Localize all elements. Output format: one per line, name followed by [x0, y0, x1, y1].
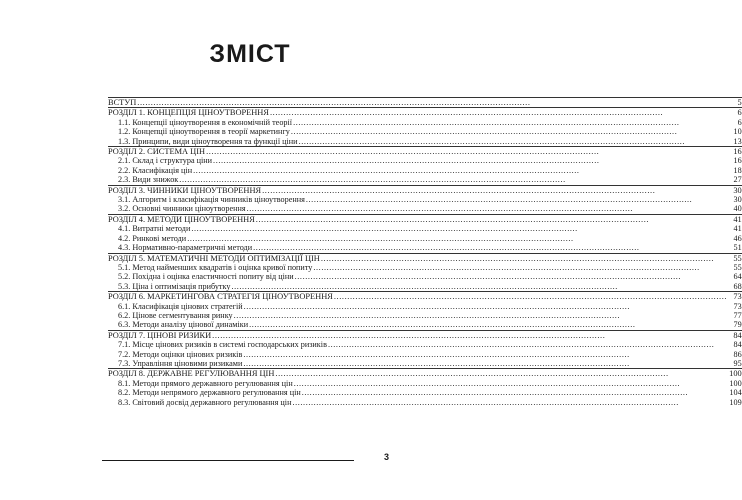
toc-entry	[108, 388, 728, 397]
toc-entry	[108, 156, 728, 165]
toc-entry	[108, 224, 728, 233]
toc-entry-line	[108, 254, 728, 263]
toc-entry-title: 6.2. Цінове сегментування ринку	[118, 310, 233, 320]
toc-entry-line	[108, 369, 728, 378]
toc-page-number: 41	[733, 224, 742, 234]
toc-entry-line	[108, 320, 728, 329]
toc-section-row	[108, 156, 742, 165]
toc-page-number: 73	[728, 292, 742, 302]
toc-section-row	[108, 350, 742, 359]
toc-entry	[108, 320, 728, 330]
toc-section-row	[108, 175, 742, 185]
toc-entry	[108, 234, 728, 243]
toc-entry-line	[108, 263, 728, 272]
dot-leader	[253, 243, 727, 252]
toc-entry	[108, 379, 728, 388]
toc-page-number: 100	[729, 378, 742, 388]
toc-page-number: 27	[733, 175, 742, 185]
dot-leader	[262, 186, 727, 195]
toc-entry	[108, 263, 728, 272]
toc-entry-title: 8.2. Методи непрямого державного регулювання цін	[118, 388, 301, 398]
toc-section-row	[108, 195, 742, 204]
dot-leader	[270, 108, 727, 117]
dot-leader	[243, 359, 727, 368]
toc-entry-title: 4.2. Ринкові методи	[118, 233, 187, 243]
dot-leader	[291, 127, 727, 136]
toc-entry-title: РОЗДІЛ 2. СИСТЕМА ЦІН	[108, 147, 206, 157]
toc-entry-title: РОЗДІЛ 4. МЕТОДИ ЦІНОУТВОРЕННЯ	[108, 214, 255, 224]
toc-entry	[108, 359, 728, 369]
toc-section-row	[108, 379, 742, 388]
toc-chapter-row	[108, 108, 742, 118]
toc-entry-line	[108, 127, 728, 136]
toc-entry	[108, 118, 728, 127]
toc-chapter-row	[108, 330, 742, 340]
dot-leader	[191, 224, 727, 233]
toc-entry	[108, 311, 728, 320]
toc-section-row	[108, 263, 742, 272]
toc-section-row	[108, 282, 742, 292]
dot-leader	[243, 350, 727, 359]
toc-entry-title: РОЗДІЛ 3. ЧИННИКИ ЦІНОУТВОРЕННЯ	[108, 185, 262, 195]
toc-entry-line	[108, 379, 728, 388]
dot-leader	[231, 282, 727, 291]
toc-entry-line	[108, 195, 728, 204]
toc-entry-title: 4.3. Нормативно-параметричні методи	[118, 243, 253, 253]
toc-entry-line	[108, 302, 728, 311]
toc-entry-title: 7.2. Методи оцінки цінових ризиків	[118, 349, 243, 359]
toc-chapter-row	[108, 253, 742, 263]
toc-entry-line	[108, 137, 728, 146]
toc-page-number: 77	[733, 310, 742, 320]
toc-entry	[108, 292, 728, 302]
toc-page-number: 73	[733, 301, 742, 311]
toc-entry-title: 3.2. Основні чинники ціноутворення	[118, 204, 246, 214]
toc-page-number: 46	[733, 233, 742, 243]
toc-section-row	[108, 272, 742, 281]
toc-page-number: 84	[733, 340, 742, 350]
dot-leader	[313, 263, 727, 272]
dot-leader	[187, 234, 727, 243]
toc-entry-title: 1.2. Концепції ціноутворення в теорії маркетингу	[118, 127, 290, 137]
page-title: ЗМІСТ	[209, 40, 291, 68]
dot-leader	[293, 118, 727, 127]
toc-page-number: 86	[733, 349, 742, 359]
toc-entry-line	[108, 292, 728, 301]
toc-page-number: 79	[733, 320, 742, 330]
toc-entry	[108, 147, 728, 157]
toc-section-row	[108, 137, 742, 147]
toc-entry	[108, 253, 728, 263]
dot-leader	[137, 98, 727, 107]
dot-leader	[212, 331, 727, 340]
toc-entry-title: 1.3. Принципи, види ціноутворення та функції ціни	[118, 136, 298, 146]
dot-leader	[249, 320, 727, 329]
toc-entry	[108, 243, 728, 253]
toc-entry-title: 5.2. Похідна і оцінка еластичності попиту від ціни	[118, 272, 294, 282]
toc-entry-title: РОЗДІЛ 7. ЦІНОВІ РИЗИКИ	[108, 330, 212, 340]
toc-page-number: 51	[733, 243, 742, 253]
dot-leader	[275, 369, 727, 378]
toc-page-number: 104	[729, 388, 742, 398]
toc-section-row	[108, 388, 742, 397]
toc-section-row	[108, 127, 742, 136]
dot-leader	[256, 215, 727, 224]
toc-page-number: 6	[737, 117, 742, 127]
dot-leader	[328, 340, 727, 349]
toc-entry-title: 6.3. Методи аналізу цінової динаміки	[118, 320, 249, 330]
dot-leader	[294, 379, 727, 388]
dot-leader	[334, 292, 727, 301]
toc-section-row	[108, 340, 742, 349]
toc-page-number: 13	[733, 136, 742, 146]
toc-entry	[108, 195, 728, 204]
toc-entry	[108, 98, 728, 108]
toc-entry	[108, 166, 728, 175]
dot-leader	[179, 175, 727, 184]
toc-page-number: 109	[729, 397, 742, 407]
toc-entry-title: РОЗДІЛ 5. МАТЕМАТИЧНІ МЕТОДИ ОПТИМІЗАЦІЇ ЦІН	[108, 253, 320, 263]
toc-chapter-row	[108, 214, 742, 224]
toc-entry-line	[108, 331, 728, 340]
toc-entry-line	[108, 186, 728, 195]
toc-entry-line	[108, 234, 728, 243]
toc-entry	[108, 330, 728, 340]
toc-entry-title: 2.2. Класифікація цін	[118, 165, 193, 175]
toc-chapter-row	[108, 369, 742, 379]
toc-entry-title: 8.3. Світовий досвід державного регулювання цін	[118, 397, 292, 407]
toc-entry-line	[108, 311, 728, 320]
toc-page-number: 30	[728, 185, 742, 195]
toc-entry-title: РОЗДІЛ 8. ДЕРЖАВНЕ РЕГУЛЮВАННЯ ЦІН	[108, 369, 275, 379]
toc-entry-title: 2.3. Види знижок	[118, 175, 179, 185]
toc-page-number: 16	[733, 156, 742, 166]
toc-entry	[108, 350, 728, 359]
toc-page-number: 41	[728, 214, 742, 224]
toc-entry-line	[108, 388, 728, 397]
toc-entry-title: 8.1. Методи прямого державного регулювання цін	[118, 378, 293, 388]
toc-page-number: 95	[733, 358, 742, 368]
toc-section-row	[108, 398, 742, 407]
toc-entry-title: 5.1. Метод найменших квадратів і оцінка кривої попиту	[118, 262, 313, 272]
toc-section-row	[108, 311, 742, 320]
toc-entry	[108, 185, 728, 195]
toc-entry-line	[108, 108, 728, 117]
toc-entry-title: 7.1. Місце цінових ризиків в системі господарських ризиків	[118, 340, 327, 350]
dot-leader	[292, 398, 727, 407]
dot-leader	[295, 272, 728, 281]
toc-entry-line	[108, 156, 728, 165]
toc-entry-line	[108, 147, 728, 156]
toc-entry-title: 1.1. Концепції ціноутворення в економічній теорії	[118, 117, 293, 127]
dot-leader	[193, 166, 727, 175]
toc-entry-line	[108, 98, 728, 107]
toc-entry-line	[108, 243, 728, 252]
toc-entry-line	[108, 224, 728, 233]
toc-section-row	[108, 204, 742, 214]
toc-entry-title: РОЗДІЛ 6. МАРКЕТИНГОВА СТРАТЕГІЯ ЦІНОУТВОРЕННЯ	[108, 292, 333, 302]
toc-page-number: 30	[733, 195, 742, 205]
toc-entry	[108, 340, 728, 349]
toc-entry	[108, 272, 728, 281]
toc-page-number: 16	[728, 147, 742, 157]
toc-entry-title: 7.3. Управління ціновими ризиками	[118, 358, 243, 368]
toc-page-number: 40	[733, 204, 742, 214]
footer-divider	[102, 460, 354, 461]
toc-entry	[108, 282, 728, 292]
toc-section-row	[108, 302, 742, 311]
toc-entry	[108, 175, 728, 185]
toc-chapter-row	[108, 292, 742, 302]
toc-entry-line	[108, 175, 728, 184]
toc-entry-line	[108, 204, 728, 213]
toc-entry-line	[108, 215, 728, 224]
dot-leader	[213, 156, 727, 165]
dot-leader	[321, 254, 727, 263]
table-of-contents	[108, 97, 742, 407]
toc-page-number: 68	[733, 281, 742, 291]
toc-page-number: 18	[733, 165, 742, 175]
toc-entry-title: 2.1. Склад і структура ціни	[118, 156, 213, 166]
toc-page-number: 84	[728, 330, 742, 340]
toc-entry-title: 6.1. Класифікація цінових стратегій	[118, 301, 243, 311]
toc-entry-title: ВСТУП	[108, 98, 137, 107]
toc-entry	[108, 137, 728, 147]
toc-page-number: 64	[733, 272, 742, 282]
toc-page-number: 5	[728, 98, 742, 108]
page-number: 3	[384, 452, 390, 462]
toc-entry-line	[108, 272, 728, 281]
toc-entry-line	[108, 359, 728, 368]
toc-entry	[108, 302, 728, 311]
toc-entry	[108, 127, 728, 136]
dot-leader	[247, 204, 728, 213]
toc-section-row	[108, 320, 742, 330]
toc-entry-line	[108, 350, 728, 359]
toc-page-number: 55	[733, 262, 742, 272]
dot-leader	[244, 302, 727, 311]
toc-chapter-row	[108, 98, 742, 108]
toc-section-row	[108, 224, 742, 233]
toc-entry-title: 3.1. Алгоритм і класифікація чинників ціноутворення	[118, 195, 305, 205]
toc-entry-line	[108, 340, 728, 349]
toc-section-row	[108, 243, 742, 253]
toc-entry-line	[108, 282, 728, 291]
dot-leader	[206, 147, 727, 156]
dot-leader	[306, 195, 727, 204]
toc-entry-title: 5.3. Ціна і оптимізація прибутку	[118, 281, 231, 291]
toc-page-number: 10	[733, 127, 742, 137]
toc-page-number: 100	[729, 369, 742, 379]
dot-leader	[302, 388, 727, 397]
toc-body	[108, 98, 742, 408]
toc-chapter-row	[108, 147, 742, 157]
toc-entry	[108, 398, 728, 407]
toc-section-row	[108, 359, 742, 369]
toc-entry-title: РОЗДІЛ 1. КОНЦЕПЦІЯ ЦІНОУТВОРЕННЯ	[108, 108, 269, 118]
toc-entry	[108, 214, 728, 224]
toc-entry-title: 4.1. Витратні методи	[118, 224, 191, 234]
toc-entry	[108, 369, 728, 379]
toc-page-number: 55	[728, 253, 742, 263]
toc-section-row	[108, 118, 742, 127]
toc-page-number: 6	[728, 108, 742, 118]
toc-chapter-row	[108, 185, 742, 195]
dot-leader	[299, 137, 728, 146]
toc-section-row	[108, 234, 742, 243]
toc-entry	[108, 204, 728, 214]
toc-entry	[108, 108, 728, 118]
toc-entry-line	[108, 398, 728, 407]
toc-entry-line	[108, 118, 728, 127]
toc-entry-line	[108, 166, 728, 175]
dot-leader	[234, 311, 727, 320]
toc-section-row	[108, 166, 742, 175]
